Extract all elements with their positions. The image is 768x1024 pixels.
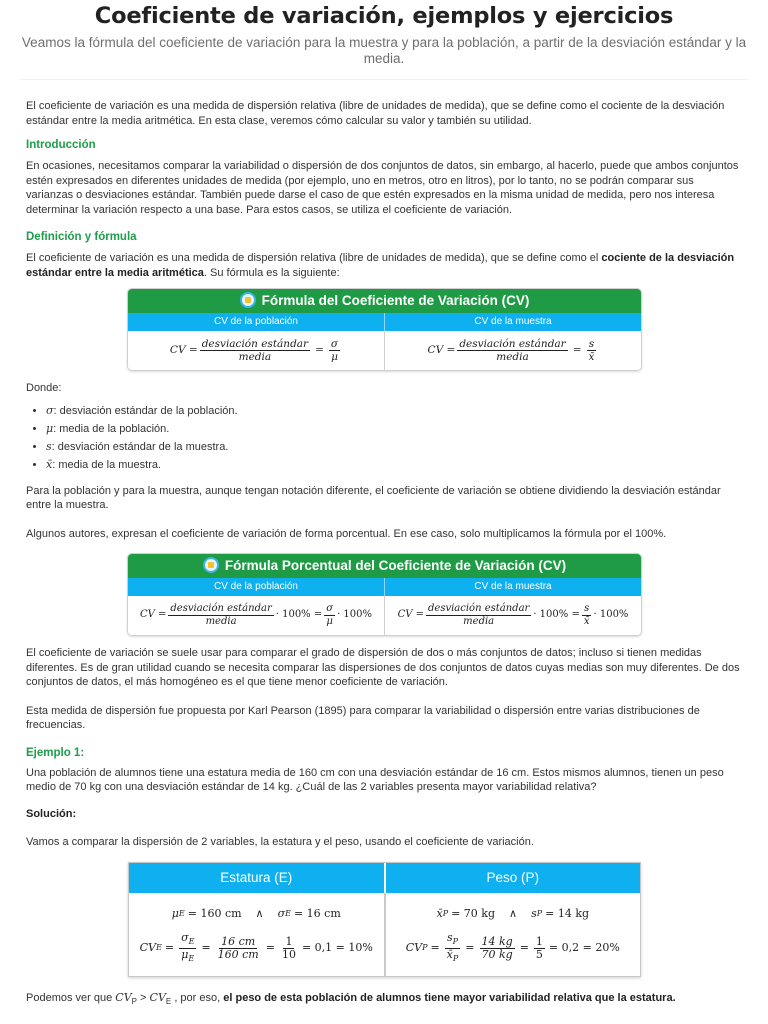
- mu-value: = 160 cm: [187, 906, 242, 920]
- fraction-numerator: s: [446, 930, 453, 944]
- formula-lhs: CV =: [169, 344, 198, 357]
- formula-box-cv-porcentual: [127, 553, 642, 636]
- symbol-description: : media de la población.: [53, 422, 170, 435]
- article-body: [0, 99, 768, 1009]
- list-item: [46, 438, 743, 456]
- fraction: [534, 936, 545, 961]
- page-title: Coeficiente de variación, ejemplos y ejercicios: [94, 3, 674, 29]
- subscript: E: [165, 996, 172, 1006]
- formula-box-title-text: Fórmula del Coeficiente de Variación (CV): [261, 293, 530, 308]
- subscript: P: [442, 908, 449, 918]
- formula-cv-muestra: CV = $\frac{\text{desviación estándar}}{\text{media}}$ = $\frac{s}{x̄}$: [384, 331, 641, 370]
- poblacion-muestra-paragraph: Para la población y para la muestra, aunque tengan notación diferente, el coeficiente de variación se obtiene dividiendo la desviación estándar entre la muestra.: [26, 484, 721, 511]
- formula-fraction: [200, 338, 310, 363]
- times-100-end: · 100%: [593, 609, 629, 621]
- ejemplo-1-table: [128, 862, 641, 977]
- equals: =: [430, 941, 440, 954]
- donde-label: Donde:: [26, 382, 62, 394]
- formula-box-title: [128, 554, 641, 578]
- fraction-denominator: x̄: [583, 616, 590, 627]
- fraction-numerator: 14 kg: [481, 934, 513, 948]
- xbar-symbol: x̄: [436, 906, 443, 920]
- fraction-denominator: 5: [535, 947, 543, 961]
- fraction: [280, 936, 298, 961]
- formula-box-title: [128, 289, 641, 313]
- formula-box-body: [128, 596, 641, 635]
- ejemplo-1-table-header: [129, 863, 640, 893]
- fraction-denominator: media: [238, 351, 272, 363]
- donde-list: [46, 402, 743, 474]
- ejemplo-1-statement: Una población de alumnos tiene una estatura media de 160 cm con una desviación estándar de 16 cm. Estos mismos alumnos, tienen un peso medio de 70 kg con una desviación estándar de 14 kg. ¿Cuál de las 2 variables presenta mayor variabilidad relativa?: [26, 766, 724, 793]
- column-cv-poblacion: CV de la población: [214, 316, 298, 327]
- conclusion-cv-p: CV: [115, 990, 132, 1004]
- formula-cv-poblacion-porcentual: [128, 596, 384, 635]
- fraction-numerator: desviación estándar: [201, 338, 309, 350]
- fraction: [480, 936, 515, 961]
- fraction-numerator: desviación estándar: [428, 603, 530, 614]
- solution-label-text: Solución:: [26, 807, 77, 820]
- subscript: P: [536, 908, 543, 918]
- formula-lhs: CV =: [139, 609, 167, 621]
- column-peso: Peso (P): [384, 863, 641, 893]
- ejemplo-1-table-body: [129, 893, 640, 976]
- subscript: P: [452, 953, 459, 963]
- column-cv-muestra: CV de la muestra: [384, 313, 641, 331]
- conclusion-start: Podemos ver que: [26, 991, 116, 1004]
- fraction-numerator: 1: [535, 934, 543, 948]
- symbol-description: : media de la muestra.: [52, 458, 162, 471]
- symbol-description: : desviación estándar de la población.: [53, 404, 238, 417]
- fraction-numerator: desviación estándar: [170, 603, 272, 614]
- fraction-denominator: μ: [181, 947, 189, 961]
- page-subtitle: Veamos la fórmula del coeficiente de variación para la muestra y para la población, a partir de la desviación estándar y la media.: [21, 35, 747, 66]
- formula-fraction-symbols: [582, 603, 592, 628]
- equals: =: [164, 941, 175, 954]
- formula-cv-poblacion: CV = $\frac{\text{desviación estándar}}{\text{media}}$ = $\frac{\sigma}{\mu}$: [169, 338, 339, 363]
- definicion-paragraph: [26, 251, 743, 280]
- s-value: = 14 kg: [545, 906, 590, 920]
- formula-box-cv: [127, 288, 642, 371]
- fraction: [445, 932, 461, 965]
- symbol: σ: [46, 403, 54, 417]
- fraction: [216, 936, 261, 961]
- fraction-numerator: desviación estándar: [459, 338, 566, 350]
- estatura-cell: [129, 893, 384, 976]
- peso-line-1: [436, 904, 589, 924]
- subscript: E: [188, 936, 195, 946]
- peso-cell: [384, 893, 641, 976]
- formula-box-columns: [128, 313, 641, 331]
- subscript: P: [422, 943, 428, 952]
- fraction-denominator: x̄: [446, 947, 453, 961]
- fraction-denominator: μ: [326, 616, 333, 627]
- intro-paragraph: El coeficiente de variación es una medida de dispersión relativa (libre de unidades de medida), que se define como el cociente de la desviación estándar entre la media aritmética. En esta clase, veremos cómo calcular su valor y también su utilidad.: [26, 100, 725, 127]
- formula-box-columns: [128, 578, 641, 596]
- fraction-denominator: media: [463, 616, 495, 627]
- times-100: · 100% =: [533, 609, 580, 621]
- subscript: P: [452, 936, 458, 946]
- cv-result: = 0,2 = 20%: [548, 941, 620, 954]
- formula-cv-muestra-porcentual: [384, 596, 641, 635]
- conclusion-cv-e: CV: [149, 990, 166, 1004]
- symbol: s: [46, 439, 52, 453]
- fraction-numerator: 1: [285, 934, 293, 948]
- conclusion-paragraph: [26, 991, 743, 1010]
- formula-icon: [203, 557, 219, 573]
- definicion-text-start: El coeficiente de variación es una medida de dispersión relativa (libre de unidades de medida), que se define como el: [26, 252, 602, 264]
- subscript: P: [131, 996, 137, 1006]
- divider: [20, 79, 748, 80]
- solution-text: Vamos a comparar la dispersión de 2 variables, la estatura y el peso, usando el coeficiente de variación.: [26, 836, 534, 848]
- estatura-line-2: CV E = $\frac{\sigma_E}{\mu_E}$ = $\frac{16 cm}{160 cm}$ = $\frac{1}{10}$ = 0,1 = 10%: [139, 930, 373, 963]
- formula-lhs: CV =: [427, 344, 456, 357]
- introduccion-paragraph: En ocasiones, necesitamos comparar la variabilidad o dispersión de dos conjuntos de datos, sin embargo, al hacerlo, puede que ambos conjuntos estén expresados en diferentes unidades de medida (por ejemplo, uno en metros, otro en litros), por lo tanto, no se podrán comparar sus varianzas o desviaciones estándar. También puede darse el caso de que estén expresados en la misma unidad de medida, pero nos interesa determinar la variación respecto a una base. Para estos casos, se utiliza el coeficiente de variación.: [26, 160, 739, 216]
- cv-symbol: CV: [405, 941, 423, 954]
- xbar-value: = 70 kg: [451, 906, 495, 920]
- fraction-denominator: media: [496, 351, 529, 363]
- fraction: [179, 932, 196, 965]
- uso-paragraph: El coeficiente de variación se suele usar para comparar el grado de dispersión de dos o más conjuntos de datos; incluso si tienen medidas diferentes. Es de gran utilidad cuando se necesita comparar las dispersiones de dos conjuntos de datos cuyas medias son muy diferentes. De dos conjuntos de datos, el más homogéneo es el que tiene menor coeficiente de variación.: [26, 647, 740, 688]
- column-estatura: Estatura (E): [220, 869, 293, 885]
- pearson-paragraph: Esta medida de dispersión fue propuesta por Karl Pearson (1895) para comparar la variabilidad o dispersión entre varias distribuciones de frecuencias.: [26, 704, 700, 731]
- list-item: [46, 456, 743, 474]
- formula-box-body: [128, 331, 641, 370]
- conclusion-operator: >: [137, 991, 150, 1004]
- formula-fraction-symbols: [587, 338, 597, 363]
- heading-introduccion: Introducción: [26, 139, 96, 151]
- fraction-numerator: σ: [181, 930, 189, 944]
- column-cv-poblacion: CV de la población: [214, 581, 298, 592]
- fraction-numerator: 16 cm: [221, 934, 256, 948]
- fraction-numerator: σ: [326, 603, 334, 614]
- times-100-end: · 100%: [337, 609, 373, 621]
- subscript: E: [285, 908, 291, 918]
- subscript: E: [178, 908, 185, 918]
- subscript: E: [188, 953, 195, 963]
- conclusion-bold: el peso de esta población de alumnos tiene mayor variabilidad relativa que la estatura.: [223, 991, 676, 1004]
- symbol: μ: [46, 421, 54, 435]
- definicion-text-end: . Su fórmula es la siguiente:: [203, 266, 340, 279]
- fraction-denominator: 160 cm: [217, 947, 259, 961]
- formula-fraction: [168, 603, 273, 628]
- formula-icon: [240, 292, 256, 308]
- sigma-value: = 16 cm: [293, 906, 341, 920]
- formula-fraction: [426, 603, 531, 628]
- cv-symbol: CV: [139, 941, 157, 954]
- formula-fraction-symbols: [329, 338, 340, 363]
- formula-fraction: [457, 338, 567, 363]
- fraction-numerator: s: [584, 603, 590, 614]
- mu-symbol: μ: [171, 906, 179, 920]
- list-item: [46, 402, 743, 420]
- times-100: · 100% =: [275, 609, 323, 621]
- fraction-numerator: σ: [330, 338, 339, 350]
- fraction-denominator: μ: [331, 351, 338, 363]
- symbol: x̄: [46, 457, 53, 471]
- list-item: [46, 420, 743, 438]
- definicion-text-bold: cociente de la desviación estándar entre la media aritmética: [26, 252, 735, 279]
- subscript: E: [156, 943, 162, 952]
- fraction-denominator: media: [205, 616, 237, 627]
- and-symbol: ∧: [509, 906, 518, 920]
- s-symbol: s: [531, 906, 537, 920]
- heading-ejemplo-1: Ejemplo 1:: [26, 746, 85, 759]
- column-cv-muestra: CV de la muestra: [384, 578, 641, 596]
- cv-result: = 0,1 = 10%: [301, 941, 373, 954]
- peso-line-2: CV P = $\frac{s_P}{x̄_P}$ = $\frac{14 kg}{70 kg}$ = $\frac{1}{5}$ = 0,2 = 20%: [405, 930, 620, 963]
- porcentual-paragraph: Algunos autores, expresan el coeficiente de variación de forma porcentual. En ese caso, solo multiplicamos la fórmula por el 100%.: [26, 527, 667, 540]
- and-symbol: ∧: [255, 906, 264, 920]
- sigma-symbol: σ: [277, 906, 286, 920]
- conclusion-mid: , por eso,: [171, 991, 224, 1004]
- fraction-denominator: x̄: [588, 351, 595, 363]
- heading-definicion: Definición y fórmula: [26, 231, 137, 243]
- estatura-line-1: [172, 904, 341, 924]
- formula-lhs: CV =: [397, 609, 424, 621]
- symbol-description: : desviación estándar de la muestra.: [51, 440, 229, 453]
- fraction-denominator: 70 kg: [481, 947, 513, 961]
- formula-box-title-text: Fórmula Porcentual del Coeficiente de Variación (CV): [224, 558, 567, 573]
- fraction-denominator: 10: [281, 947, 296, 961]
- formula-fraction-symbols: [324, 603, 335, 628]
- fraction-numerator: s: [588, 338, 595, 350]
- solution-label: [26, 807, 743, 822]
